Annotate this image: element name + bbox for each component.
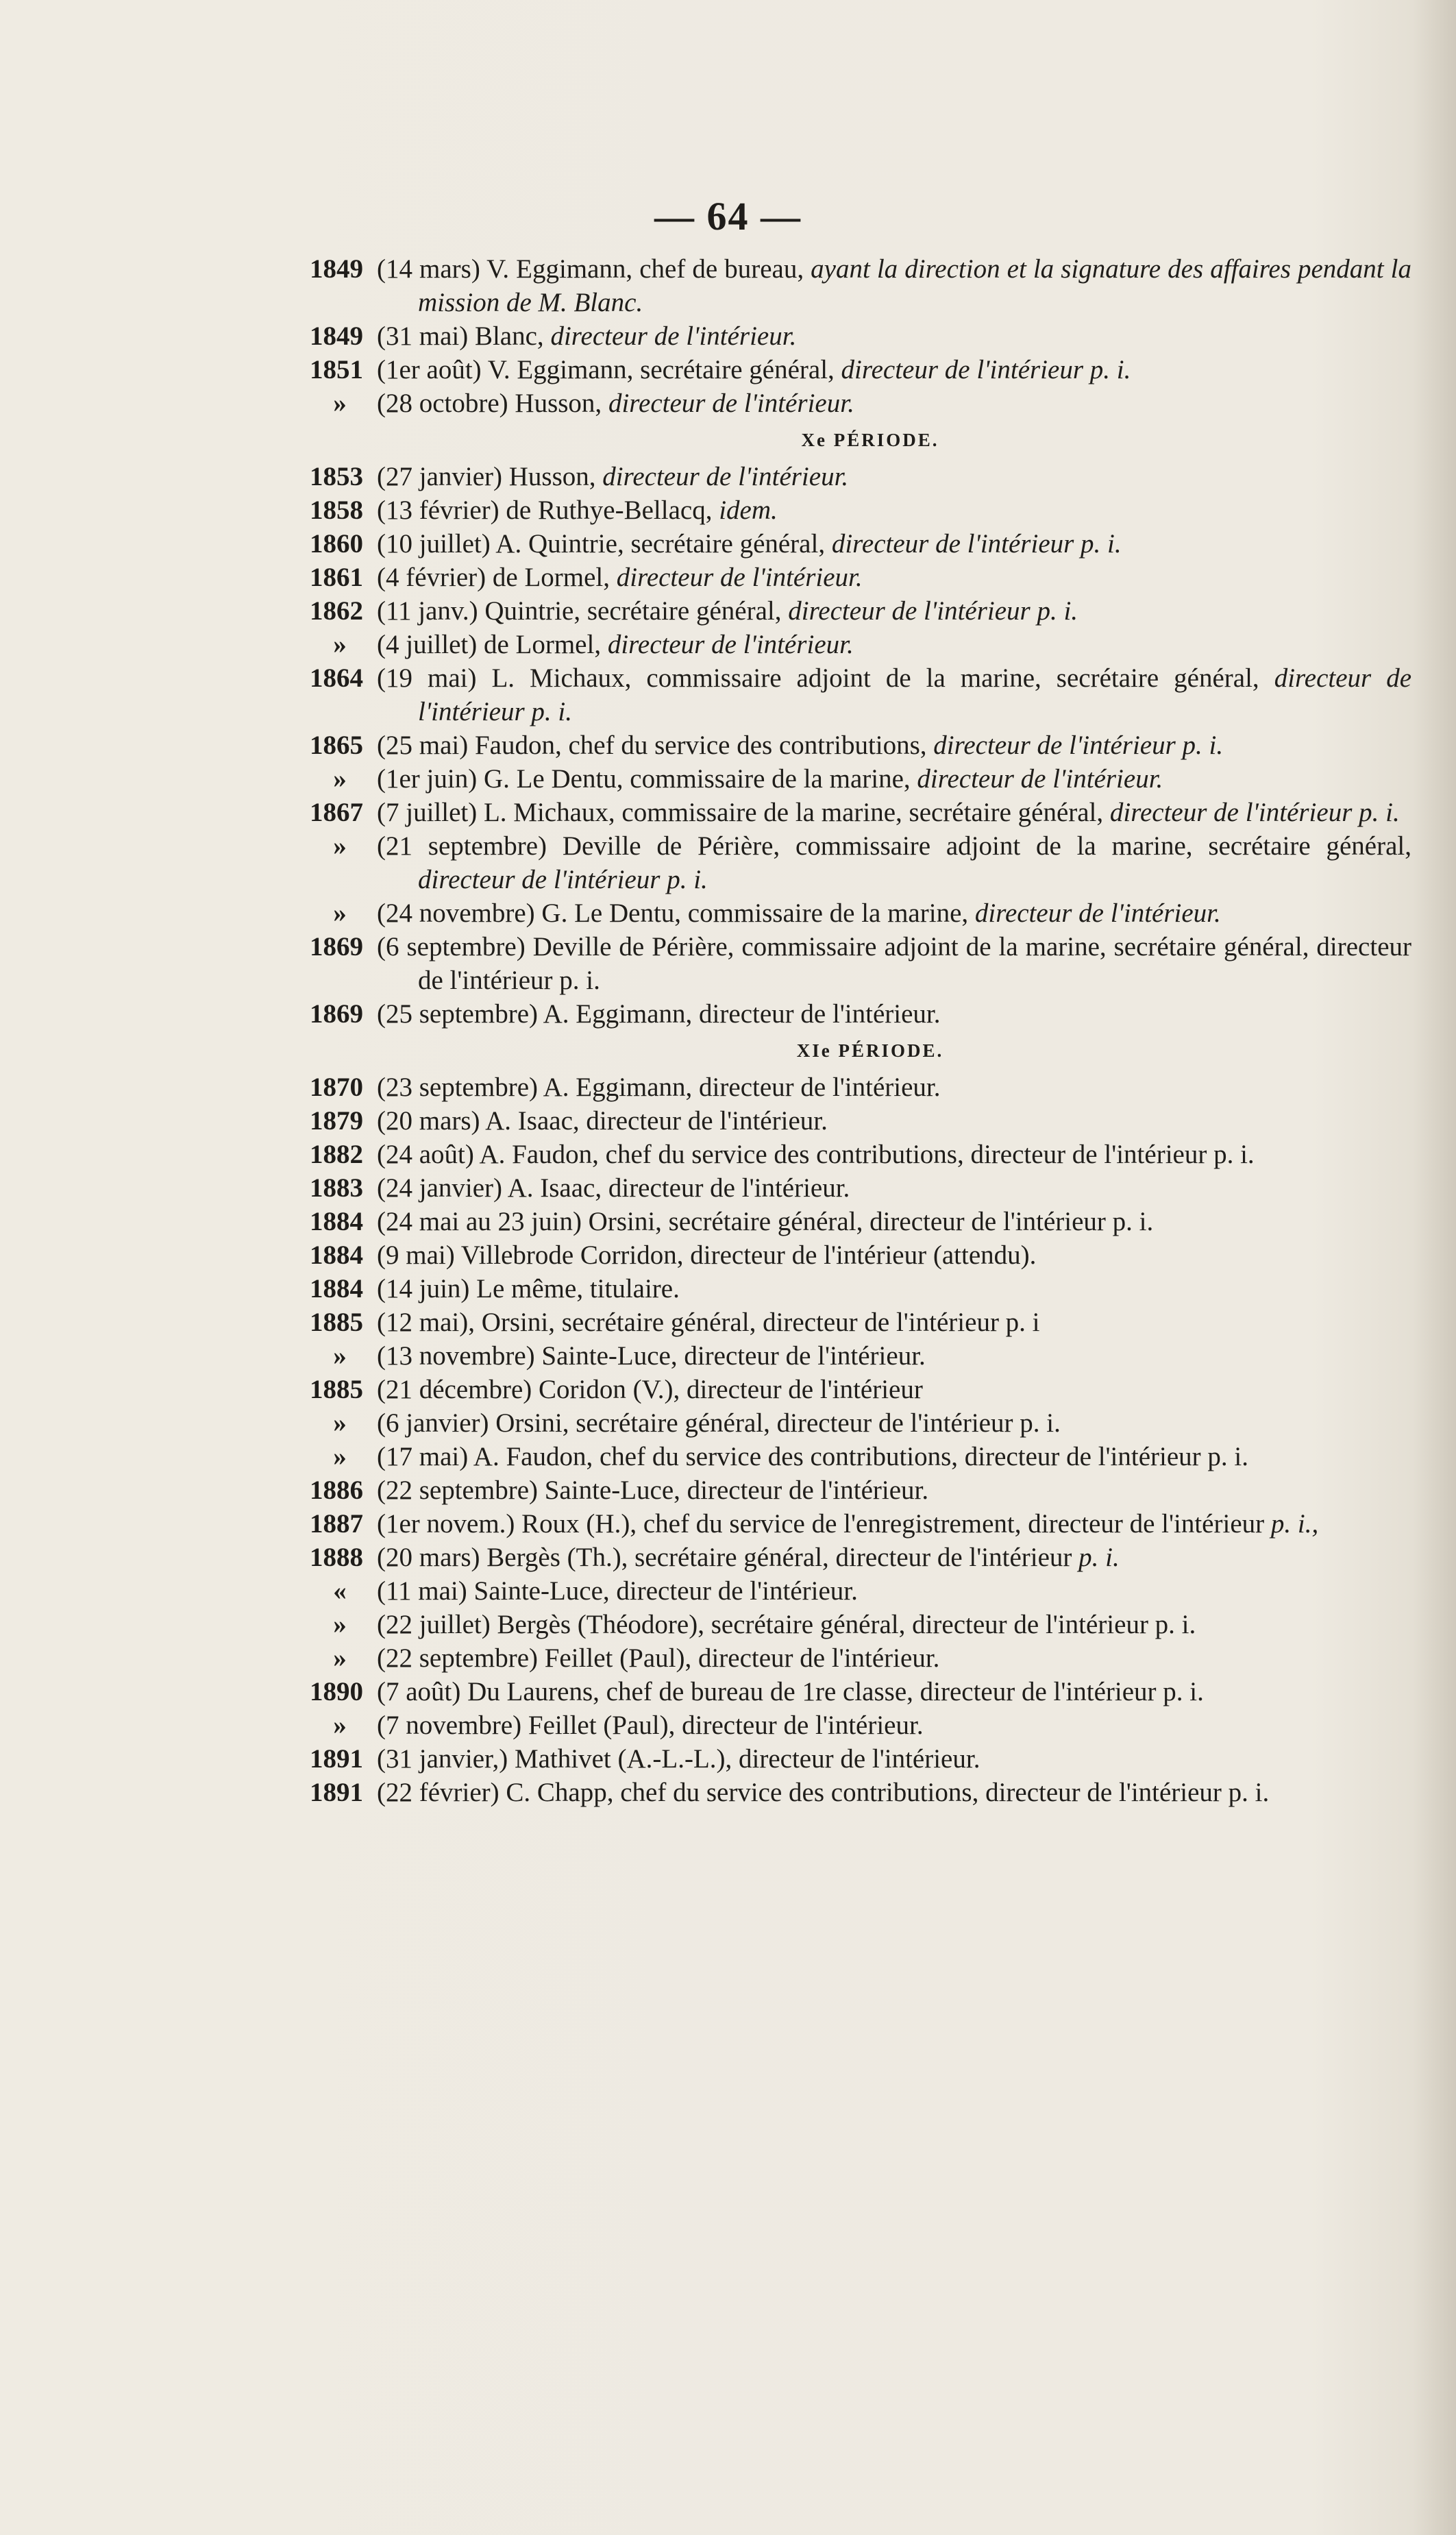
entry-year: 1861: [310, 563, 363, 592]
entry-main-text: (10 juillet) A. Quintrie, secrétaire général,: [377, 529, 832, 559]
entry-year: »: [333, 764, 347, 794]
entry-text: [377, 1440, 1411, 1473]
entry-year: 1869: [310, 932, 363, 962]
entry-year: 1851: [310, 355, 363, 384]
entry-main-text: (22 septembre) Sainte-Luce, directeur de l'intérieur.: [377, 1475, 929, 1505]
chronology-entry: [333, 1641, 1411, 1675]
entry-title-italic: directeur de l'intérieur p. i.: [933, 731, 1224, 760]
entry-year: »: [333, 831, 347, 861]
entry-title-italic: directeur de l'intérieur p. i.: [418, 663, 1412, 726]
chronology-entry: [333, 829, 1411, 896]
entry-year: 1884: [310, 1207, 363, 1236]
entry-text: [377, 1709, 1411, 1742]
entry-title-italic: p. i.,: [1270, 1509, 1319, 1539]
entry-main-text: (24 août) A. Faudon, chef du service des contributions, directeur de l'intérieur p. i.: [377, 1140, 1255, 1169]
entry-text: [377, 896, 1411, 930]
entry-main-text: (12 mai), Orsini, secrétaire général, directeur de l'intérieur p. i: [377, 1308, 1040, 1337]
chronology-entry: [333, 896, 1411, 930]
entry-main-text: (1er juin) G. Le Dentu, commissaire de la marine,: [377, 764, 917, 794]
entry-year: »: [333, 630, 347, 659]
entry-main-text: (21 décembre) Coridon (V.), directeur de l'intérieur: [377, 1375, 923, 1404]
entry-main-text: (11 janv.) Quintrie, secrétaire général,: [377, 596, 789, 626]
chronology-entry: [310, 1171, 1411, 1205]
chronology-entry: [310, 1070, 1411, 1104]
entry-title-italic: ayant la direction et la signature des affaires pendant la mission de M. Blanc.: [418, 254, 1412, 317]
entry-title-italic: directeur de l'intérieur.: [550, 321, 797, 351]
entry-text: [377, 930, 1411, 997]
chronology-entry: [310, 1373, 1411, 1406]
entry-main-text: (4 février) de Lormel,: [377, 563, 617, 592]
chronology-entry: [310, 661, 1412, 728]
chronology-entry: [310, 561, 1411, 594]
entry-main-text: (1er août) V. Eggimann, secrétaire général,: [377, 355, 841, 384]
entry-year: 1887: [310, 1509, 363, 1539]
entry-text: [377, 796, 1411, 829]
chronology-entry: [310, 1473, 1411, 1507]
entry-title-italic: p. i.: [1078, 1543, 1120, 1572]
entry-main-text: (22 juillet) Bergès (Théodore), secrétaire général, directeur de l'intérieur p. i.: [377, 1610, 1196, 1639]
entry-year: »: [333, 1711, 347, 1740]
entry-year: »: [333, 1610, 347, 1639]
entry-text: [377, 1675, 1411, 1709]
entry-title-italic: directeur de l'intérieur.: [602, 462, 849, 491]
entry-text: [377, 1138, 1411, 1171]
chronology-entry: [310, 1507, 1411, 1541]
entry-text: [377, 1272, 1411, 1306]
entry-text: [377, 493, 1411, 527]
entry-text: [377, 997, 1411, 1031]
entry-text: [377, 1339, 1411, 1373]
entry-year: 1870: [310, 1073, 363, 1102]
chronology-entry: [333, 387, 1411, 420]
chronology-entry: [310, 319, 1411, 353]
chronology-entry: [333, 628, 1411, 661]
entry-text: [377, 628, 1411, 661]
entry-text: [377, 1238, 1411, 1272]
entry-year: 1890: [310, 1677, 363, 1706]
chronology-entry: [310, 1238, 1411, 1272]
entry-text: [377, 728, 1411, 762]
page-number: — 64 —: [654, 194, 802, 238]
entry-main-text: (14 mars) V. Eggimann, chef de bureau,: [377, 254, 811, 284]
chronology-entry: [333, 1608, 1411, 1641]
entry-title-italic: directeur de l'intérieur.: [917, 764, 1163, 794]
entry-year: 1865: [310, 731, 363, 760]
entry-text: [377, 762, 1411, 796]
entry-year: 1849: [310, 321, 363, 351]
chronology-entry: [310, 930, 1411, 997]
entry-main-text: (27 janvier) Husson,: [377, 462, 603, 491]
period-heading: XIe PÉRIODE.: [796, 1040, 944, 1061]
chronology-entry: [333, 1406, 1411, 1440]
entry-text: [377, 1541, 1411, 1574]
entry-year: 1864: [310, 663, 363, 693]
chronology-entry: [310, 252, 1412, 319]
entry-title-italic: directeur de l'intérieur.: [608, 389, 854, 418]
entry-year: »: [333, 898, 347, 928]
entry-year: 1884: [310, 1274, 363, 1303]
entry-main-text: (19 mai) L. Michaux, commissaire adjoint de la marine, secrétaire général,: [377, 663, 1274, 693]
entry-main-text: (13 novembre) Sainte-Luce, directeur de l'intérieur.: [377, 1341, 926, 1371]
entry-year: 1869: [310, 999, 363, 1029]
entry-title-italic: directeur de l'intérieur.: [974, 898, 1221, 928]
entry-main-text: (14 juin) Le même, titulaire.: [377, 1274, 680, 1303]
entry-text: [377, 594, 1411, 628]
entry-text: [377, 1641, 1411, 1675]
entry-text: [377, 1171, 1411, 1205]
entry-title-italic: directeur de l'intérieur p. i.: [418, 865, 708, 894]
chronology-entry: [310, 1138, 1411, 1171]
entry-year: 1885: [310, 1375, 363, 1404]
chronology-entry: [333, 762, 1411, 796]
entry-text: [377, 319, 1411, 353]
entry-text: [377, 1776, 1411, 1809]
entry-year: 1849: [310, 254, 363, 284]
entry-main-text: (31 janvier,) Mathivet (A.-L.-L.), directeur de l'intérieur.: [377, 1744, 980, 1774]
entry-year: 1853: [310, 462, 363, 491]
chronology-entry: [310, 1104, 1411, 1138]
chronology-entry: [310, 1306, 1411, 1339]
chronology-entry: [310, 460, 1411, 493]
entry-text: [377, 1473, 1411, 1507]
chronology-entry: [310, 1272, 1411, 1306]
chronology-entry: [333, 1574, 1411, 1608]
chronology-entry: [310, 796, 1411, 829]
entry-text: [377, 252, 1411, 319]
chronology-entry: [310, 728, 1411, 762]
entry-title-italic: idem.: [719, 495, 778, 525]
entry-main-text: (21 septembre) Deville de Périère, commissaire adjoint de la marine, secrétaire général,: [377, 831, 1411, 861]
chronology-entry: [310, 1742, 1411, 1776]
entry-year: 1891: [310, 1778, 363, 1807]
entry-text: [377, 1070, 1411, 1104]
chronology-entry: [310, 353, 1411, 387]
chronology-entry: [310, 1776, 1411, 1809]
chronology-entry: [310, 594, 1411, 628]
entry-year: 1891: [310, 1744, 363, 1774]
entry-title-italic: directeur de l'intérieur p. i.: [788, 596, 1078, 626]
entry-text: [377, 1742, 1411, 1776]
period-heading: Xe PÉRIODE.: [801, 430, 939, 450]
entry-text: [377, 829, 1411, 896]
entry-main-text: (23 septembre) A. Eggimann, directeur de l'intérieur.: [377, 1073, 941, 1102]
chronology-entry: [310, 1675, 1411, 1709]
entry-main-text: (9 mai) Villebrode Corridon, directeur de l'intérieur (attendu).: [377, 1240, 1037, 1270]
chronology-entry: [310, 1205, 1411, 1238]
entry-main-text: (4 juillet) de Lormel,: [377, 630, 608, 659]
entry-title-italic: directeur de l'intérieur p. i.: [1109, 798, 1400, 827]
entry-year: 1879: [310, 1106, 363, 1136]
entry-title-italic: directeur de l'intérieur p. i.: [831, 529, 1122, 559]
entry-text: [377, 1373, 1411, 1406]
entry-text: [377, 460, 1411, 493]
entry-text: [377, 527, 1411, 561]
chronology-entry: [310, 527, 1411, 561]
chronology-entry: [333, 1339, 1411, 1373]
entry-text: [377, 387, 1411, 420]
entry-main-text: (22 septembre) Feillet (Paul), directeur de l'intérieur.: [377, 1643, 940, 1673]
entry-text: [377, 1104, 1411, 1138]
entry-text: [377, 1205, 1411, 1238]
entry-main-text: (20 mars) A. Isaac, directeur de l'intérieur.: [377, 1106, 828, 1136]
entry-text: [377, 661, 1411, 728]
entry-main-text: (11 mai) Sainte-Luce, directeur de l'intérieur.: [377, 1576, 858, 1606]
entry-year: »: [333, 389, 347, 418]
entry-text: [377, 353, 1411, 387]
entry-year: «: [333, 1576, 347, 1606]
entry-main-text: (7 novembre) Feillet (Paul), directeur de l'intérieur.: [377, 1711, 924, 1740]
entry-year: »: [333, 1643, 347, 1673]
entry-year: 1882: [310, 1140, 363, 1169]
entry-main-text: (22 février) C. Chapp, chef du service des contributions, directeur de l'intérieur p. i.: [377, 1778, 1270, 1807]
entry-year: 1858: [310, 495, 363, 525]
entry-year: 1884: [310, 1240, 363, 1270]
entry-year: 1860: [310, 529, 363, 559]
entry-text: [377, 1574, 1411, 1608]
entry-main-text: (24 janvier) A. Isaac, directeur de l'intérieur.: [377, 1173, 850, 1203]
entry-title-italic: directeur de l'intérieur.: [616, 563, 863, 592]
entry-year: 1885: [310, 1308, 363, 1337]
entry-text: [377, 561, 1411, 594]
entry-year: »: [333, 1442, 347, 1471]
entry-main-text: (28 octobre) Husson,: [377, 389, 608, 418]
entry-text: [377, 1608, 1411, 1641]
entry-title-italic: directeur de l'intérieur.: [607, 630, 854, 659]
entry-main-text: (1er novem.) Roux (H.), chef du service de l'enregistrement, directeur de l'intérieur: [377, 1509, 1271, 1539]
chronology-entry: [310, 997, 1411, 1031]
entry-main-text: (25 mai) Faudon, chef du service des contributions,: [377, 731, 934, 760]
entry-main-text: (20 mars) Bergès (Th.), secrétaire général, directeur de l'intérieur: [377, 1543, 1079, 1572]
entry-main-text: (6 septembre) Deville de Périère, commissaire adjoint de la marine, secrétaire général, directeur de l'intérieur p. i.: [377, 932, 1411, 995]
entry-text: [377, 1507, 1411, 1541]
chronology-entry: [310, 1541, 1411, 1574]
entry-year: 1862: [310, 596, 363, 626]
entry-main-text: (6 janvier) Orsini, secrétaire général, directeur de l'intérieur p. i.: [377, 1408, 1061, 1438]
entry-main-text: (7 juillet) L. Michaux, commissaire de la marine, secrétaire général,: [377, 798, 1110, 827]
entry-main-text: (24 novembre) G. Le Dentu, commissaire de la marine,: [377, 898, 975, 928]
entry-year: »: [333, 1408, 347, 1438]
chronology-entry: [310, 493, 1411, 527]
entry-main-text: (24 mai au 23 juin) Orsini, secrétaire général, directeur de l'intérieur p. i.: [377, 1207, 1154, 1236]
chronology-list: [310, 252, 1412, 1809]
entry-year: 1886: [310, 1475, 363, 1505]
entry-text: [377, 1306, 1411, 1339]
chronology-entry: [333, 1440, 1411, 1473]
entry-year: 1888: [310, 1543, 363, 1572]
entry-main-text: (7 août) Du Laurens, chef de bureau de 1re classe, directeur de l'intérieur p. i.: [377, 1677, 1204, 1706]
entry-main-text: (25 septembre) A. Eggimann, directeur de l'intérieur.: [377, 999, 941, 1029]
entry-main-text: (13 février) de Ruthye-Bellacq,: [377, 495, 719, 525]
entry-title-italic: directeur de l'intérieur p. i.: [841, 355, 1131, 384]
entry-main-text: (31 mai) Blanc,: [377, 321, 551, 351]
entry-year: 1883: [310, 1173, 363, 1203]
entry-year: »: [333, 1341, 347, 1371]
entry-year: 1867: [310, 798, 363, 827]
entry-main-text: (17 mai) A. Faudon, chef du service des contributions, directeur de l'intérieur p. i.: [377, 1442, 1248, 1471]
chronology-entry: [333, 1709, 1411, 1742]
entry-text: [377, 1406, 1411, 1440]
